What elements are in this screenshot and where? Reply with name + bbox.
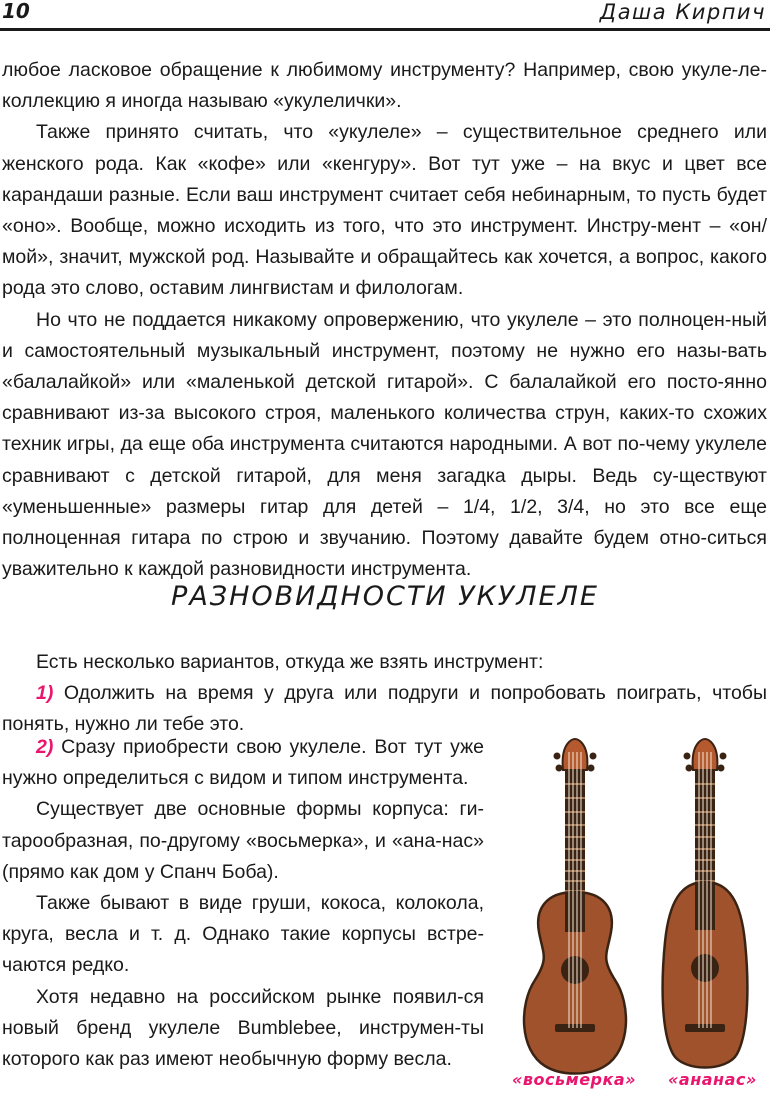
paragraph: Хотя недавно на российском рынке появил-ся новый бренд укулеле Bumblebee, инструмен-ты которого как раз имеют необычную форму весла. <box>2 985 484 1071</box>
paragraph: Также принято считать, что «укулеле» – существительное среднего или женского рода. Как «кофе» или «кенгуру». Вот тут уже – на вкус и цвет все карандаши разные. Если ваш инструмент считает себя небинарным, то пусть будет «оно». Вообще, можно исходить из того, что это инструмент. Инстру-мент – «он/мой», значит, мужской род. Называйте и обращайтесь как хочется, а вопрос, какого рода это слово, оставим лингвистам и филологам. <box>2 121 767 300</box>
paragraph: Но что не поддается никакому опровержению, что укулеле – это полноцен-ный и самостоятельный музыкальный инструмент, поэтому не нужно его назы-вать «балалайкой» или «маленькой детской гитарой». С балалайкой его посто-янно сравнивают из-за высокого строя, маленького количества струн, каких-то схожих техник игры, да еще оба инструмента считаются народными. А вот по-чему укулеле сравнивают с детской гитарой, для меня загадка дыры. Ведь су-ществуют «уменьшенные» размеры гитар для детей – 1/4, 1/2, 3/4, но это все еще полноценная гитара по строю и звучанию. Поэтому давайте будем отно-ситься уважительно к каждой разновидности инструмента. <box>2 308 767 581</box>
ukulele-illustration <box>505 732 770 1092</box>
section-heading: РАЗНОВИДНОСТИ УКУЛЕЛЕ <box>171 581 599 612</box>
headstock <box>693 739 718 770</box>
list-number: 1) <box>36 682 54 705</box>
list-number: 2) <box>36 736 54 758</box>
list-item-text: Сразу приобрести свою укулеле. Вот тут уже нужно определиться с видом и типом инструмента. <box>2 736 484 790</box>
running-head: Даша Кирпич <box>599 0 766 24</box>
caption-pineapple: «ананас» <box>668 1070 757 1089</box>
figure-eight-ukulele <box>524 739 626 1074</box>
sound-hole <box>561 956 589 984</box>
paragraph: Есть несколько вариантов, откуда же взять инструмент: <box>36 651 544 673</box>
page-number: 10 <box>2 0 30 23</box>
sound-hole <box>691 954 719 982</box>
pineapple-ukulele <box>663 739 748 1068</box>
paragraph: Существует две основные формы корпуса: ги-тарообразная, по-другому «восьмерка», и «ана-нас» (прямо как дом у Спанч Боба). <box>2 798 484 883</box>
caption-figure-eight: «восьмерка» <box>512 1070 637 1089</box>
header-rule <box>0 28 770 31</box>
bridge <box>685 1024 725 1032</box>
paragraph: любое ласковое обращение к любимому инструменту? Например, свою укуле-ле-коллекцию я иногда называю «укулелички». <box>2 59 767 113</box>
list-item-text: Одолжить на время у друга или подруги и попробовать поиграть, чтобы понять, нужно ли тебе это. <box>2 682 767 736</box>
list-item <box>2 732 484 794</box>
paragraph: Также бывают в виде груши, кокоса, колокола, круга, весла и т. д. Однако такие корпусы встре-чаются редко. <box>2 892 484 977</box>
list-intro <box>2 647 767 741</box>
column-text <box>2 732 484 1075</box>
body-text <box>2 55 767 585</box>
headstock <box>563 739 588 770</box>
bridge <box>555 1024 595 1032</box>
